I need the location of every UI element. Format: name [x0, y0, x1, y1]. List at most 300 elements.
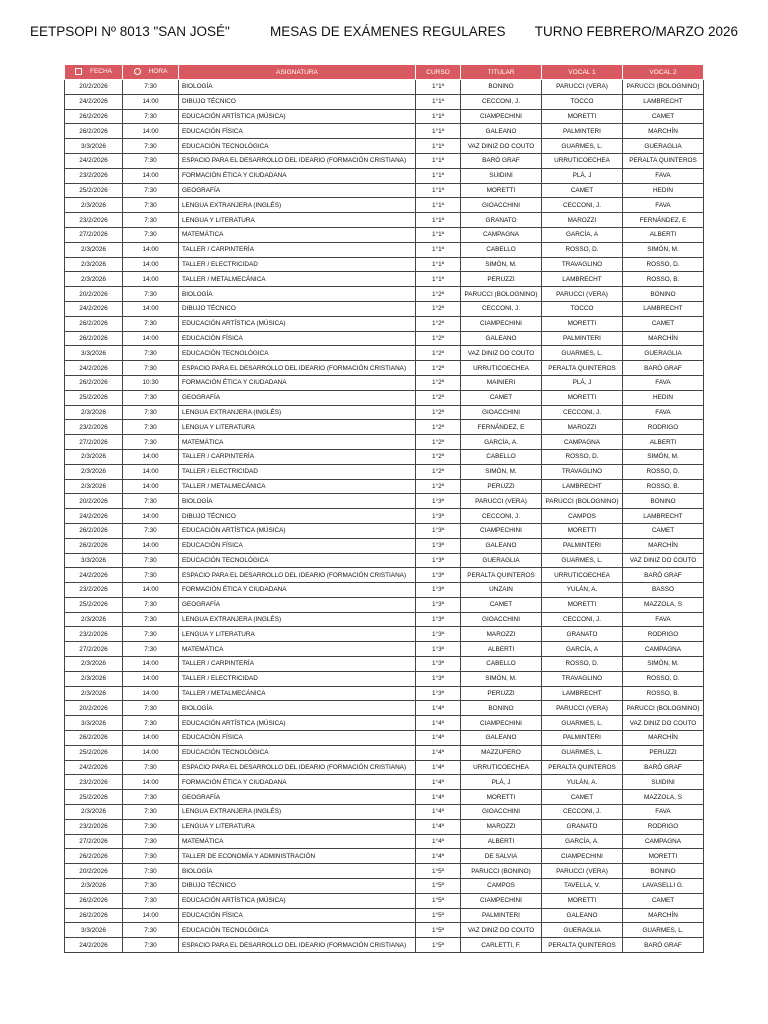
cell-titular: MORETTI: [461, 183, 542, 198]
cell-vocal-1: GALEANO: [542, 908, 623, 923]
cell-fecha: 3/3/2026: [65, 139, 123, 154]
table-row: [65, 819, 704, 834]
clock-icon: [134, 68, 141, 75]
cell-vocal-1: PALMINTERI: [542, 124, 623, 139]
cell-curso: 1°4ª: [416, 834, 461, 849]
column-header-titular: TITULAR: [461, 65, 542, 80]
cell-hora: 7:30: [123, 153, 179, 168]
cell-asignatura: LENGUA EXTRANJERA (INGLÉS): [179, 612, 416, 627]
cell-curso: 1°1ª: [416, 183, 461, 198]
table-row: [65, 153, 704, 168]
cell-hora: 7:30: [123, 642, 179, 657]
cell-asignatura: EDUCACIÓN ARTÍSTICA (MÚSICA): [179, 523, 416, 538]
cell-titular: PERUZZI: [461, 479, 542, 494]
cell-curso: 1°4ª: [416, 745, 461, 760]
cell-vocal-2: RODRIGO: [623, 819, 704, 834]
cell-hora: 14:00: [123, 745, 179, 760]
cell-titular: SIMÓN, M.: [461, 257, 542, 272]
cell-hora: 7:30: [123, 80, 179, 95]
cell-hora: 14:00: [123, 124, 179, 139]
cell-curso: 1°3ª: [416, 553, 461, 568]
cell-hora: 7:30: [123, 790, 179, 805]
cell-vocal-1: MORETTI: [542, 523, 623, 538]
cell-curso: 1°4ª: [416, 716, 461, 731]
cell-asignatura: LENGUA EXTRANJERA (INGLÉS): [179, 805, 416, 820]
column-header-vocal-1: VOCAL 1: [542, 65, 623, 80]
cell-asignatura: DIBUJO TÉCNICO: [179, 509, 416, 524]
cell-curso: 1°5ª: [416, 908, 461, 923]
cell-vocal-1: TOCCO: [542, 301, 623, 316]
cell-titular: FERNÁNDEZ, E: [461, 420, 542, 435]
cell-vocal-1: MORETTI: [542, 109, 623, 124]
cell-vocal-1: PARUCCI (VERA): [542, 80, 623, 95]
cell-asignatura: TALLER / METALMECÁNICA: [179, 686, 416, 701]
cell-titular: CIAMPECHINI: [461, 893, 542, 908]
cell-hora: 14:00: [123, 731, 179, 746]
cell-curso: 1°3ª: [416, 568, 461, 583]
cell-titular: MAZZUFERO: [461, 745, 542, 760]
cell-hora: 7:30: [123, 361, 179, 376]
cell-asignatura: EDUCACIÓN ARTÍSTICA (MÚSICA): [179, 316, 416, 331]
cell-vocal-1: LAMBRECHT: [542, 272, 623, 287]
table-row: [65, 879, 704, 894]
cell-vocal-1: MORETTI: [542, 597, 623, 612]
table-header-row: [65, 65, 704, 80]
cell-hora: 14:00: [123, 168, 179, 183]
cell-fecha: 2/3/2026: [65, 464, 123, 479]
cell-asignatura: ESPACIO PARA EL DESARROLLO DEL IDEARIO (FORMACIÓN CRISTIANA): [179, 361, 416, 376]
cell-hora: 14:00: [123, 242, 179, 257]
cell-titular: VAZ DINIZ DO COUTO: [461, 139, 542, 154]
table-row: [65, 864, 704, 879]
cell-titular: BONINO: [461, 80, 542, 95]
cell-vocal-2: ROSSO, D.: [623, 257, 704, 272]
cell-vocal-2: HEDIN: [623, 390, 704, 405]
cell-fecha: 2/3/2026: [65, 405, 123, 420]
cell-titular: SIMÓN, M.: [461, 464, 542, 479]
cell-vocal-2: RODRIGO: [623, 420, 704, 435]
cell-asignatura: BIOLOGÍA: [179, 701, 416, 716]
table-row: [65, 775, 704, 790]
cell-fecha: 2/3/2026: [65, 612, 123, 627]
table-row: [65, 612, 704, 627]
table-row: [65, 242, 704, 257]
cell-asignatura: EDUCACIÓN TECNOLÓGICA: [179, 745, 416, 760]
cell-titular: GIOACCHINI: [461, 805, 542, 820]
cell-fecha: 24/2/2026: [65, 568, 123, 583]
table-row: [65, 80, 704, 95]
cell-curso: 1°1ª: [416, 153, 461, 168]
cell-vocal-2: PERALTA QUINTEROS: [623, 153, 704, 168]
cell-titular: CAMET: [461, 597, 542, 612]
table-row: [65, 745, 704, 760]
cell-asignatura: ESPACIO PARA EL DESARROLLO DEL IDEARIO (FORMACIÓN CRISTIANA): [179, 760, 416, 775]
table-row: [65, 346, 704, 361]
calendar-icon: [75, 68, 82, 75]
cell-titular: DE SALVIA: [461, 849, 542, 864]
cell-hora: 7:30: [123, 139, 179, 154]
cell-fecha: 2/3/2026: [65, 272, 123, 287]
cell-curso: 1°3ª: [416, 642, 461, 657]
cell-vocal-1: PALMINTERI: [542, 538, 623, 553]
cell-vocal-1: MORETTI: [542, 893, 623, 908]
cell-fecha: 20/2/2026: [65, 701, 123, 716]
cell-curso: 1°5ª: [416, 893, 461, 908]
cell-vocal-2: ROSSO, B.: [623, 272, 704, 287]
cell-hora: 7:30: [123, 435, 179, 450]
cell-hora: 14:00: [123, 331, 179, 346]
cell-curso: 1°2ª: [416, 420, 461, 435]
cell-vocal-1: ROSSO, D.: [542, 242, 623, 257]
cell-vocal-1: PALMINTERI: [542, 731, 623, 746]
cell-curso: 1°1ª: [416, 198, 461, 213]
cell-hora: 7:30: [123, 390, 179, 405]
cell-fecha: 25/2/2026: [65, 790, 123, 805]
cell-asignatura: FORMACIÓN ÉTICA Y CIUDADANA: [179, 375, 416, 390]
table-row: [65, 908, 704, 923]
cell-fecha: 2/3/2026: [65, 657, 123, 672]
table-row: [65, 568, 704, 583]
cell-vocal-1: GARCÍA, A: [542, 642, 623, 657]
cell-titular: BARÓ GRAF: [461, 153, 542, 168]
cell-curso: 1°1ª: [416, 124, 461, 139]
cell-vocal-2: LAMBRECHT: [623, 301, 704, 316]
cell-hora: 7:30: [123, 568, 179, 583]
column-header-curso: CURSO: [416, 65, 461, 80]
cell-vocal-2: BARÓ GRAF: [623, 760, 704, 775]
cell-vocal-1: CAMET: [542, 183, 623, 198]
table-row: [65, 375, 704, 390]
cell-vocal-2: ALBERTI: [623, 435, 704, 450]
cell-titular: PARUCCI (BONINO): [461, 864, 542, 879]
table-row: [65, 390, 704, 405]
cell-hora: 7:30: [123, 612, 179, 627]
cell-asignatura: LENGUA EXTRANJERA (INGLÉS): [179, 405, 416, 420]
cell-asignatura: EDUCACIÓN TECNOLÓGICA: [179, 923, 416, 938]
table-row: [65, 834, 704, 849]
cell-vocal-1: GUARMES, L.: [542, 346, 623, 361]
cell-vocal-1: GUARMES, L.: [542, 553, 623, 568]
cell-curso: 1°1ª: [416, 80, 461, 95]
cell-vocal-1: TRAVAGLINO: [542, 671, 623, 686]
cell-curso: 1°3ª: [416, 671, 461, 686]
cell-hora: 7:30: [123, 819, 179, 834]
cell-fecha: 25/2/2026: [65, 745, 123, 760]
cell-titular: GRANATO: [461, 213, 542, 228]
cell-hora: 7:30: [123, 287, 179, 302]
cell-hora: 7:30: [123, 716, 179, 731]
table-row: [65, 509, 704, 524]
cell-curso: 1°4ª: [416, 805, 461, 820]
table-row: [65, 227, 704, 242]
table-row: [65, 287, 704, 302]
cell-curso: 1°3ª: [416, 657, 461, 672]
table-row: [65, 257, 704, 272]
cell-vocal-2: PARUCCI (BOLOGNINO): [623, 80, 704, 95]
cell-vocal-1: PARUCCI (VERA): [542, 287, 623, 302]
cell-vocal-2: SIMÓN, M.: [623, 657, 704, 672]
cell-titular: MORETTI: [461, 790, 542, 805]
cell-vocal-2: CAMPAGNA: [623, 834, 704, 849]
cell-fecha: 2/3/2026: [65, 805, 123, 820]
cell-asignatura: FORMACIÓN ÉTICA Y CIUDADANA: [179, 168, 416, 183]
cell-fecha: 3/3/2026: [65, 346, 123, 361]
table-row: [65, 731, 704, 746]
cell-titular: CIAMPECHINI: [461, 316, 542, 331]
cell-hora: 7:30: [123, 198, 179, 213]
table-row: [65, 449, 704, 464]
cell-vocal-2: SIMÓN, M.: [623, 449, 704, 464]
cell-titular: GIOACCHINI: [461, 198, 542, 213]
cell-hora: 7:30: [123, 346, 179, 361]
cell-hora: 7:30: [123, 420, 179, 435]
cell-vocal-2: FAVA: [623, 198, 704, 213]
table-row: [65, 316, 704, 331]
school-name: EETPSOPI Nº 8013 "SAN JOSÉ": [30, 24, 230, 39]
cell-vocal-2: LAMBRECHT: [623, 509, 704, 524]
cell-fecha: 26/2/2026: [65, 523, 123, 538]
cell-asignatura: MATEMÁTICA: [179, 435, 416, 450]
cell-vocal-2: VAZ DINIZ DO COUTO: [623, 553, 704, 568]
cell-vocal-1: PERALTA QUINTEROS: [542, 938, 623, 953]
cell-fecha: 23/2/2026: [65, 775, 123, 790]
cell-curso: 1°2ª: [416, 301, 461, 316]
cell-fecha: 3/3/2026: [65, 716, 123, 731]
cell-vocal-1: TRAVAGLINO: [542, 257, 623, 272]
cell-vocal-2: ROSSO, B.: [623, 479, 704, 494]
cell-vocal-2: SUIDINI: [623, 775, 704, 790]
cell-vocal-1: PARUCCI (BOLOGNINO): [542, 494, 623, 509]
cell-titular: PALMINTERI: [461, 908, 542, 923]
cell-vocal-2: CAMET: [623, 893, 704, 908]
cell-titular: BONINO: [461, 701, 542, 716]
cell-hora: 14:00: [123, 671, 179, 686]
page-header: [0, 24, 768, 44]
cell-vocal-1: PARUCCI (VERA): [542, 864, 623, 879]
cell-vocal-1: GARCÍA, A.: [542, 834, 623, 849]
cell-vocal-2: FAVA: [623, 375, 704, 390]
cell-curso: 1°2ª: [416, 405, 461, 420]
cell-hora: 7:30: [123, 183, 179, 198]
cell-curso: 1°3ª: [416, 627, 461, 642]
cell-hora: 7:30: [123, 805, 179, 820]
cell-asignatura: GEOGRAFÍA: [179, 597, 416, 612]
cell-vocal-1: URRUTICOECHEA: [542, 153, 623, 168]
cell-curso: 1°3ª: [416, 583, 461, 598]
cell-asignatura: DIBUJO TÉCNICO: [179, 301, 416, 316]
cell-curso: 1°1ª: [416, 168, 461, 183]
cell-fecha: 27/2/2026: [65, 834, 123, 849]
exam-schedule-table: [64, 64, 704, 953]
cell-fecha: 23/2/2026: [65, 213, 123, 228]
cell-asignatura: EDUCACIÓN TECNOLÓGICA: [179, 553, 416, 568]
cell-vocal-2: MARCHÍN: [623, 331, 704, 346]
cell-fecha: 2/3/2026: [65, 479, 123, 494]
cell-fecha: 26/2/2026: [65, 849, 123, 864]
cell-titular: PLÁ, J: [461, 775, 542, 790]
cell-asignatura: EDUCACIÓN FÍSICA: [179, 538, 416, 553]
cell-hora: 7:30: [123, 494, 179, 509]
cell-curso: 1°1ª: [416, 94, 461, 109]
cell-asignatura: LENGUA Y LITERATURA: [179, 420, 416, 435]
cell-vocal-2: MAZZOLA, S: [623, 597, 704, 612]
cell-asignatura: EDUCACIÓN ARTÍSTICA (MÚSICA): [179, 109, 416, 124]
cell-asignatura: DIBUJO TÉCNICO: [179, 94, 416, 109]
cell-curso: 1°2ª: [416, 390, 461, 405]
cell-curso: 1°4ª: [416, 731, 461, 746]
cell-fecha: 25/2/2026: [65, 183, 123, 198]
cell-vocal-1: MORETTI: [542, 316, 623, 331]
table-row: [65, 938, 704, 953]
cell-titular: GARCÍA, A.: [461, 435, 542, 450]
cell-hora: 14:00: [123, 449, 179, 464]
cell-curso: 1°2ª: [416, 464, 461, 479]
cell-vocal-2: ROSSO, D.: [623, 464, 704, 479]
column-header-asignatura: ASIGNATURA: [179, 65, 416, 80]
cell-curso: 1°2ª: [416, 346, 461, 361]
cell-fecha: 20/2/2026: [65, 864, 123, 879]
cell-vocal-1: CAMPOS: [542, 509, 623, 524]
exam-period: TURNO FEBRERO/MARZO 2026: [534, 24, 738, 39]
cell-vocal-2: MORETTI: [623, 849, 704, 864]
table-row: [65, 701, 704, 716]
cell-titular: PARUCCI (VERA): [461, 494, 542, 509]
cell-asignatura: TALLER / CARPINTERÍA: [179, 242, 416, 257]
table-row: [65, 124, 704, 139]
cell-fecha: 26/2/2026: [65, 124, 123, 139]
cell-vocal-2: BONINO: [623, 287, 704, 302]
cell-vocal-2: GUERAGLIA: [623, 346, 704, 361]
cell-vocal-2: BARÓ GRAF: [623, 568, 704, 583]
cell-titular: CABELLO: [461, 449, 542, 464]
cell-titular: MAINIERI: [461, 375, 542, 390]
table-row: [65, 420, 704, 435]
cell-asignatura: BIOLOGÍA: [179, 494, 416, 509]
table-row: [65, 538, 704, 553]
cell-fecha: 27/2/2026: [65, 642, 123, 657]
table-row: [65, 790, 704, 805]
table-row: [65, 301, 704, 316]
cell-fecha: 24/2/2026: [65, 509, 123, 524]
cell-fecha: 24/2/2026: [65, 301, 123, 316]
cell-vocal-1: GUERAGLIA: [542, 923, 623, 938]
cell-fecha: 23/2/2026: [65, 168, 123, 183]
cell-vocal-2: CAMET: [623, 523, 704, 538]
cell-hora: 14:00: [123, 775, 179, 790]
cell-fecha: 2/3/2026: [65, 686, 123, 701]
cell-titular: VAZ DINIZ DO COUTO: [461, 346, 542, 361]
cell-fecha: 24/2/2026: [65, 153, 123, 168]
cell-titular: UNZAIN: [461, 583, 542, 598]
cell-vocal-1: CECCONI, J.: [542, 612, 623, 627]
cell-hora: 7:30: [123, 864, 179, 879]
cell-asignatura: EDUCACIÓN TECNOLÓGICA: [179, 346, 416, 361]
cell-titular: SIMÓN, M.: [461, 671, 542, 686]
cell-curso: 1°2ª: [416, 375, 461, 390]
cell-titular: GALEANO: [461, 538, 542, 553]
cell-fecha: 23/2/2026: [65, 420, 123, 435]
cell-asignatura: TALLER / METALMECÁNICA: [179, 479, 416, 494]
table-row: [65, 805, 704, 820]
cell-fecha: 27/2/2026: [65, 227, 123, 242]
cell-titular: CECCONI, J.: [461, 94, 542, 109]
cell-curso: 1°3ª: [416, 612, 461, 627]
cell-vocal-2: PERUZZI: [623, 745, 704, 760]
cell-titular: URRUTICOECHEA: [461, 361, 542, 376]
cell-titular: VAZ DINIZ DO COUTO: [461, 923, 542, 938]
cell-vocal-1: URRUTICOECHEA: [542, 568, 623, 583]
cell-vocal-1: ROSSO, D.: [542, 657, 623, 672]
table-row: [65, 597, 704, 612]
cell-titular: CARLETTI, F.: [461, 938, 542, 953]
table-row: [65, 686, 704, 701]
cell-vocal-2: ALBERTI: [623, 227, 704, 242]
cell-fecha: 26/2/2026: [65, 908, 123, 923]
cell-vocal-1: TRAVAGLINO: [542, 464, 623, 479]
cell-hora: 14:00: [123, 686, 179, 701]
cell-vocal-2: VAZ DINIZ DO COUTO: [623, 716, 704, 731]
cell-vocal-1: LAMBRECHT: [542, 479, 623, 494]
cell-vocal-2: CAMET: [623, 109, 704, 124]
cell-hora: 7:30: [123, 553, 179, 568]
cell-hora: 14:00: [123, 908, 179, 923]
cell-vocal-1: MAROZZI: [542, 213, 623, 228]
cell-fecha: 26/2/2026: [65, 316, 123, 331]
cell-asignatura: EDUCACIÓN ARTÍSTICA (MÚSICA): [179, 893, 416, 908]
cell-titular: PERALTA QUINTEROS: [461, 568, 542, 583]
cell-curso: 1°4ª: [416, 775, 461, 790]
table-row: [65, 923, 704, 938]
cell-titular: PERUZZI: [461, 686, 542, 701]
cell-fecha: 26/2/2026: [65, 331, 123, 346]
cell-vocal-1: CECCONI, J.: [542, 198, 623, 213]
cell-curso: 1°5ª: [416, 864, 461, 879]
cell-asignatura: TALLER / CARPINTERÍA: [179, 449, 416, 464]
cell-curso: 1°4ª: [416, 790, 461, 805]
cell-curso: 1°2ª: [416, 449, 461, 464]
cell-titular: ALBERTI: [461, 834, 542, 849]
cell-titular: CIAMPECHINI: [461, 523, 542, 538]
cell-vocal-1: MAROZZI: [542, 420, 623, 435]
cell-titular: CABELLO: [461, 242, 542, 257]
cell-titular: MAROZZI: [461, 819, 542, 834]
table-row: [65, 583, 704, 598]
cell-vocal-1: PERALTA QUINTEROS: [542, 361, 623, 376]
table-row: [65, 479, 704, 494]
cell-vocal-1: CECCONI, J.: [542, 805, 623, 820]
cell-vocal-2: FAVA: [623, 168, 704, 183]
table-row: [65, 893, 704, 908]
cell-titular: MAROZZI: [461, 627, 542, 642]
cell-hora: 7:30: [123, 597, 179, 612]
cell-vocal-2: ROSSO, B.: [623, 686, 704, 701]
column-header-hora: HORA: [123, 65, 179, 80]
cell-hora: 14:00: [123, 509, 179, 524]
cell-curso: 1°2ª: [416, 316, 461, 331]
cell-vocal-2: MARCHÍN: [623, 731, 704, 746]
cell-titular: PARUCCI (BOLOGNINO): [461, 287, 542, 302]
cell-vocal-2: SIMÓN, M.: [623, 242, 704, 257]
cell-curso: 1°1ª: [416, 213, 461, 228]
table-row: [65, 435, 704, 450]
cell-curso: 1°3ª: [416, 494, 461, 509]
cell-curso: 1°5ª: [416, 938, 461, 953]
cell-titular: GUERAGLIA: [461, 553, 542, 568]
table-row: [65, 716, 704, 731]
cell-hora: 7:30: [123, 760, 179, 775]
cell-fecha: 24/2/2026: [65, 938, 123, 953]
cell-asignatura: ESPACIO PARA EL DESARROLLO DEL IDEARIO (FORMACIÓN CRISTIANA): [179, 568, 416, 583]
